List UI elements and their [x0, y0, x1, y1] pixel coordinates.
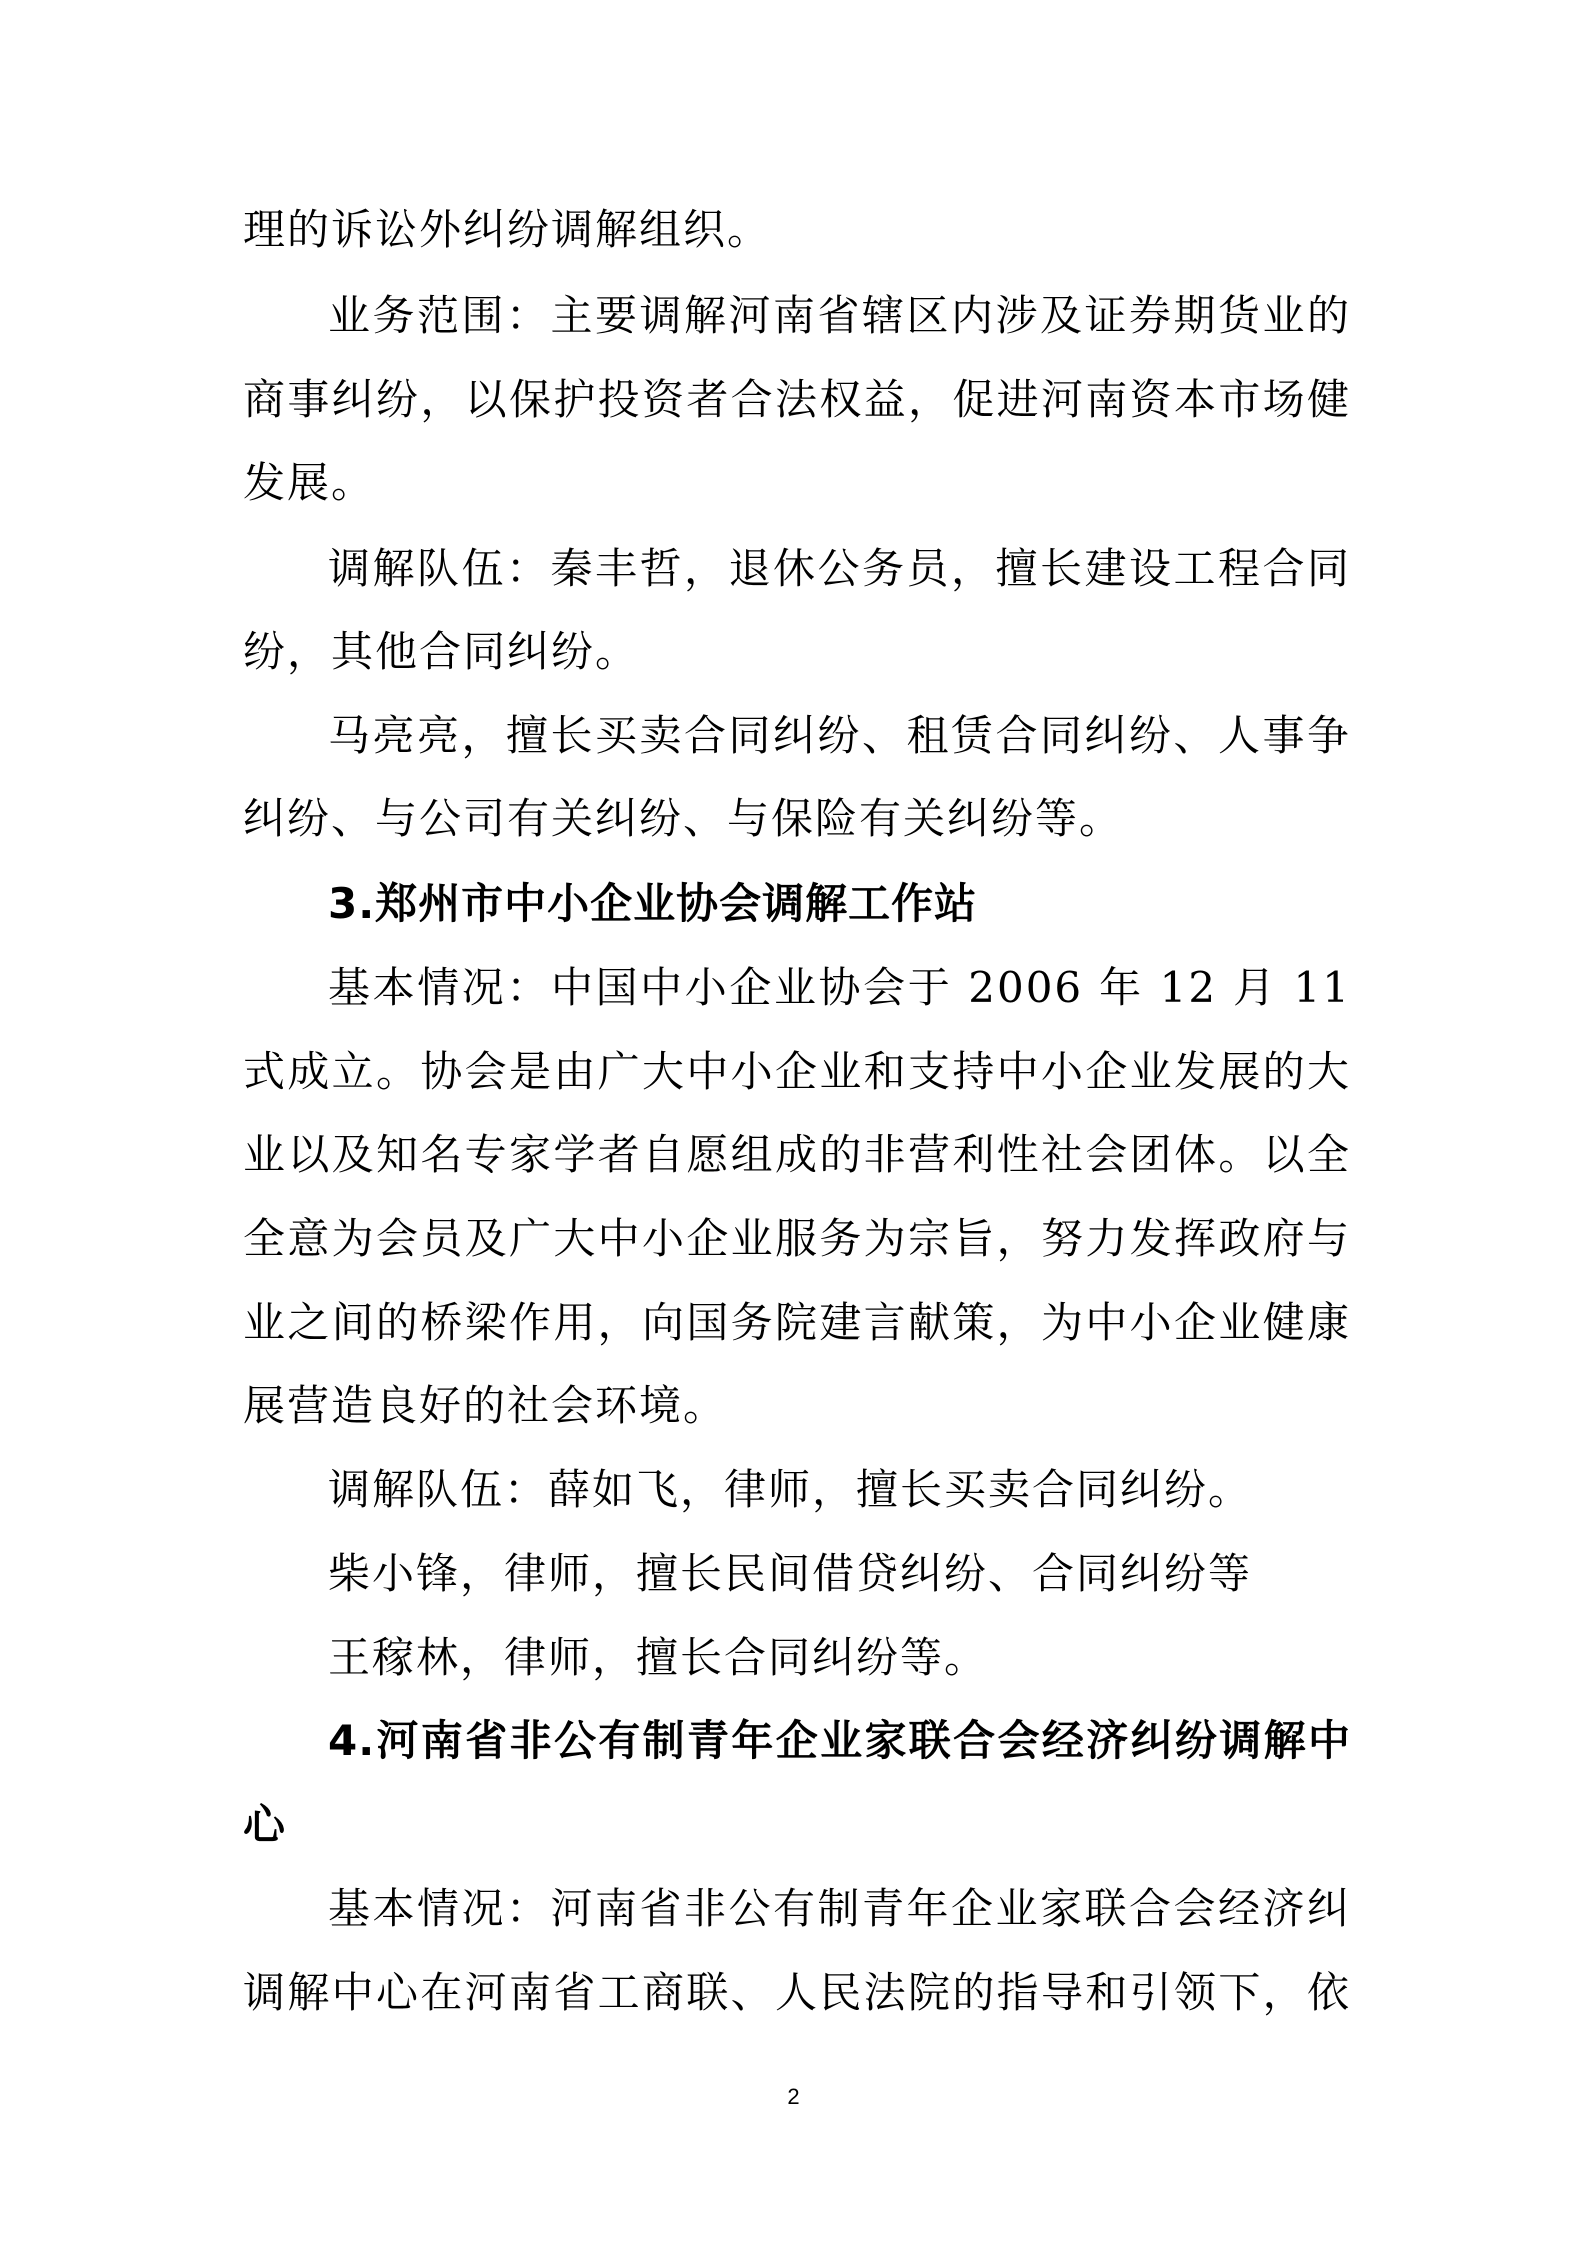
paragraph-line: 王稼林，律师，擅长合同纠纷等。 [328, 1633, 989, 1682]
paragraph-line: 商事纠纷，以保护投资者合法权益，促进河南资本市场健 [243, 375, 1351, 424]
paragraph-line: 调解中心在河南省工商联、人民法院的指导和引领下，依 [243, 1968, 1351, 2017]
paragraph-line: 马亮亮，擅长买卖合同纠纷、租赁合同纠纷、人事争 [328, 711, 1351, 760]
paragraph-line: 纠纷、与公司有关纠纷、与保险有关纠纷等。 [243, 794, 1124, 843]
paragraph-line: 业以及知名专家学者自愿组成的非营利性社会团体。以全 [243, 1130, 1351, 1179]
paragraph-line: 基本情况：中国中小企业协会于 2006 年 12 月 11 [328, 963, 1351, 1012]
paragraph-line: 全意为会员及广大中小企业服务为宗旨，努力发挥政府与 [243, 1214, 1351, 1263]
paragraph-line: 发展。 [243, 458, 376, 507]
paragraph-line: 式成立。协会是由广大中小企业和支持中小企业发展的大 [243, 1047, 1351, 1096]
section-heading: 3.郑州市中小企业协会调解工作站 [328, 879, 978, 928]
paragraph-line: 业务范围：主要调解河南省辖区内涉及证券期货业的 [328, 291, 1351, 340]
page-number: 2 [787, 2084, 800, 2109]
paragraph-line: 基本情况：河南省非公有制青年企业家联合会经济纠 [328, 1884, 1351, 1933]
paragraph-line: 纷，其他合同纠纷。 [243, 627, 640, 676]
paragraph-line: 柴小锋，律师，擅长民间借贷纠纷、合同纠纷等 [328, 1549, 1253, 1598]
paragraph-line: 调解队伍：秦丰哲，退休公务员，擅长建设工程合同 [328, 544, 1351, 593]
paragraph-line: 展营造良好的社会环境。 [243, 1381, 728, 1430]
paragraph-line: 理的诉讼外纠纷调解组织。 [243, 205, 772, 254]
section-heading-continued: 心 [243, 1800, 287, 1849]
paragraph-line: 业之间的桥梁作用，向国务院建言献策，为中小企业健康 [243, 1298, 1351, 1347]
paragraph-line: 调解队伍：薛如飞，律师，擅长买卖合同纠纷。 [328, 1465, 1253, 1514]
section-heading: 4.河南省非公有制青年企业家联合会经济纠纷调解中 [328, 1716, 1351, 1765]
